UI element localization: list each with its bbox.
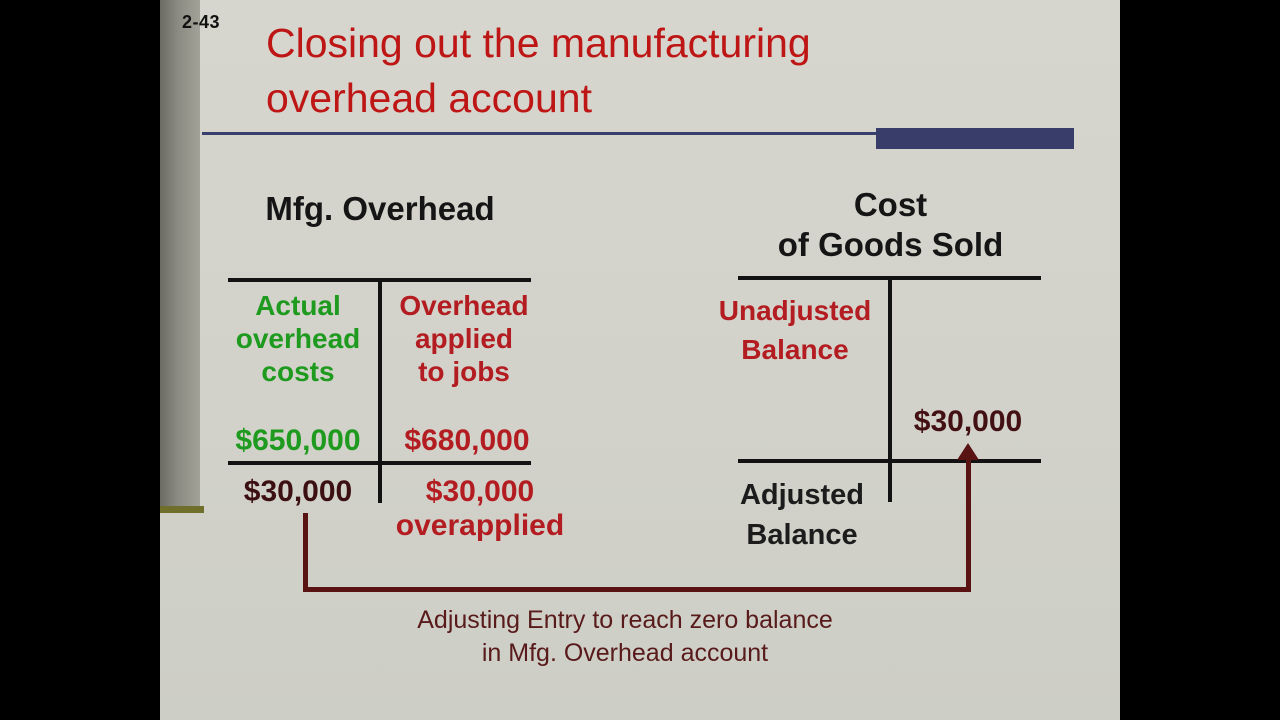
mfg-credit-label-line-3: to jobs <box>418 356 510 387</box>
mfg-actual-costs-amount: $650,000 <box>235 424 361 457</box>
mfg-adjusting-entry-amount: $30,000 <box>243 475 353 508</box>
cogs-account-title-line-2: of Goods Sold <box>777 226 1004 263</box>
slide-title <box>266 16 966 126</box>
left-sidebar-strip <box>160 0 200 506</box>
adjusting-entry-connector-bottom <box>303 587 971 592</box>
mfg-t-account-vertical-line <box>378 279 382 503</box>
mfg-debit-label-line-1: Actual <box>255 290 341 321</box>
title-accent-bar <box>876 128 1074 149</box>
mfg-debit-label-line-2: overhead <box>235 323 361 354</box>
mfg-debit-label-line-3: costs <box>261 356 335 387</box>
mfg-overapplied-note: overapplied <box>395 509 565 542</box>
mfg-applied-amount: $680,000 <box>404 424 530 457</box>
cogs-unadjusted-label-line-2: Balance <box>741 334 849 365</box>
title-underline <box>202 132 880 135</box>
adjusting-entry-caption <box>325 604 925 670</box>
slide-title-line-2: overhead account <box>266 75 592 121</box>
caption-line-1: Adjusting Entry to reach zero balance <box>417 606 833 634</box>
cogs-unadjusted-balance-label <box>705 291 885 369</box>
olive-divider <box>160 506 204 513</box>
mfg-credit-label-line-1: Overhead <box>399 290 529 321</box>
slide-title-line-1: Closing out the manufacturing <box>266 20 811 66</box>
cogs-unadjusted-label-line-1: Unadjusted <box>718 295 872 326</box>
mfg-overapplied-balance <box>390 475 570 543</box>
adjusting-entry-connector-left <box>303 513 308 592</box>
slide <box>160 0 1120 720</box>
cogs-account-title-line-1: Cost <box>853 186 928 223</box>
mfg-credit-label <box>384 289 544 388</box>
cogs-adjustment-amount: $30,000 <box>913 405 1023 438</box>
mfg-credit-label-line-2: applied <box>414 323 513 354</box>
mfg-t-account-total-line <box>228 461 531 465</box>
cogs-adjusted-label-line-1: Adjusted <box>739 479 865 511</box>
cogs-t-account-vertical-line <box>888 277 892 502</box>
mfg-overhead-account-title: Mfg. Overhead <box>265 190 495 227</box>
caption-line-2: in Mfg. Overhead account <box>481 639 769 667</box>
slide-number: 2-43 <box>182 12 221 32</box>
cogs-adjusted-balance-label <box>712 475 892 555</box>
mfg-overapplied-amount: $30,000 <box>425 475 535 508</box>
adjusting-entry-arrow-shaft <box>966 456 971 592</box>
mfg-debit-label <box>218 289 378 388</box>
cogs-account-title <box>738 185 1043 265</box>
adjusting-entry-arrow-icon <box>957 443 979 460</box>
cogs-t-account-total-line <box>738 459 1041 463</box>
cogs-adjusted-label-line-2: Balance <box>746 519 858 551</box>
